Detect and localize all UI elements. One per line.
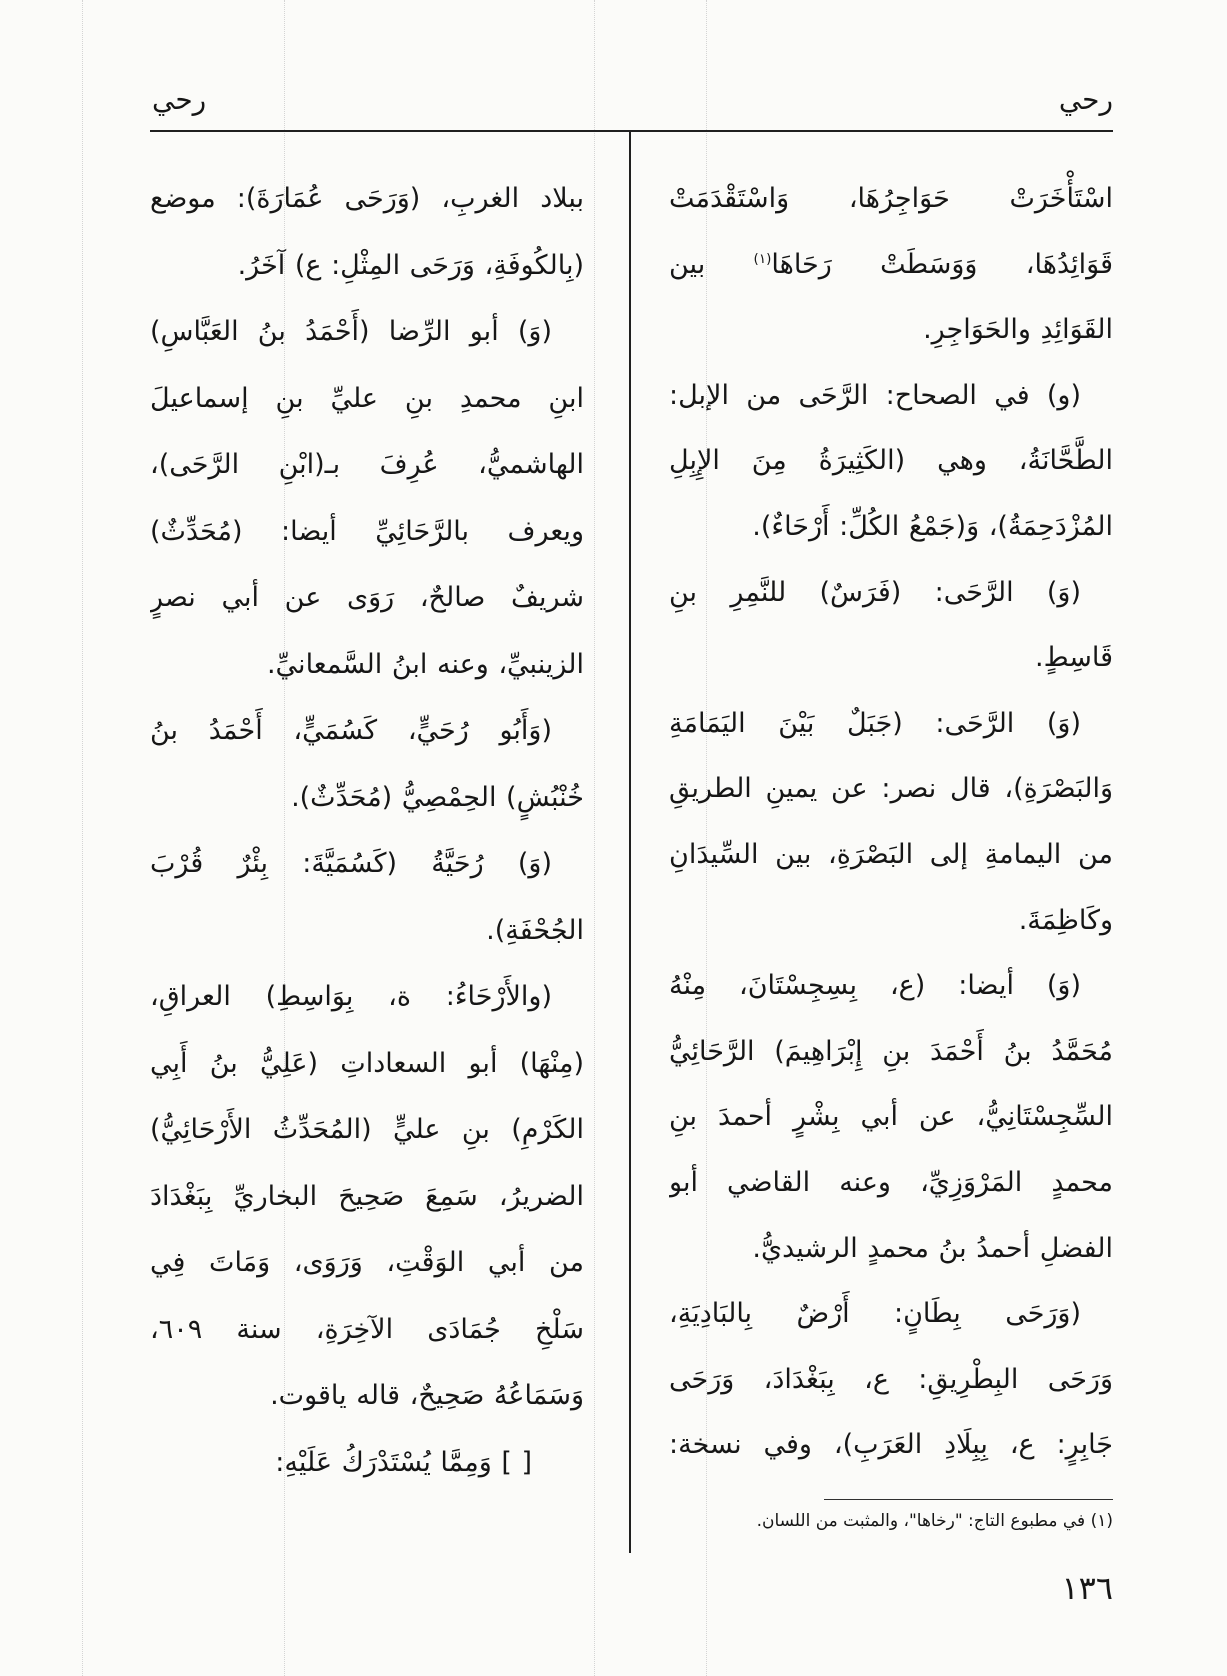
- text-line: الهاشميُّ، عُرِفَ بـ(ابْنِ الرَّحَى)،: [150, 449, 584, 480]
- left-text-column: [150, 166, 584, 1496]
- scan-dotted-line: [594, 0, 595, 1676]
- scan-dotted-line: [82, 0, 83, 1676]
- text-line: [ ] وَمِمَّا يُسْتَدْرَكُ عَلَيْهِ:: [275, 1446, 532, 1478]
- text-line: قَاسِطٍ.: [1035, 642, 1113, 674]
- text-line: ببلاد الغربِ، (وَرَحَى عُمَارَةَ): موضع: [150, 183, 584, 214]
- text-line: الجُحْفَةِ).: [486, 914, 584, 946]
- header-rule: [150, 130, 1113, 132]
- text-line: (بِالكُوفَةِ، وَرَحَى المِثْلِ: ع) آخَرُ.: [237, 249, 584, 281]
- text-line: خُنْبُشٍ) الحِمْصِيُّ (مُحَدِّثٌ).: [291, 781, 584, 813]
- text-line: القَوَائِدِ والحَوَاجِرِ.: [923, 314, 1113, 346]
- text-line: (وَ) الرَّحَى: (جَبَلٌ بَيْنَ اليَمَامَةِ: [669, 707, 1081, 739]
- text-line: (وَرَحَى بِطَانٍ: أَرْضٌ بِالبَادِيَةِ،: [669, 1298, 1081, 1330]
- text-line: الكَرْمِ) بنِ عليٍّ (المُحَدِّثُ الأَرْحَائِيُّ): [150, 1114, 584, 1145]
- text-line: شريفٌ صالحٌ، رَوَى عن أبي نصرٍ: [150, 582, 584, 613]
- text-line: [669, 232, 1113, 298]
- text-line: السِّجِسْتَانِيُّ، عن أبي بِشْرٍ أحمدَ بنِ: [669, 1101, 1113, 1133]
- text-segment: قَوَائِدُهَا، وَوَسَطَتْ رَحَاهَا: [771, 248, 1113, 280]
- text-line: اسْتَأْخَرَتْ حَوَاجِرُهَا، وَاسْتَقْدَمَتْ: [669, 183, 1113, 214]
- page-number: ١٣٦: [1061, 1569, 1113, 1607]
- text-line: محمدٍ المَرْوَزِيِّ، وعنه القاضي أبو: [669, 1166, 1113, 1198]
- text-line: من أبي الوَقْتِ، وَرَوَى، وَمَاتَ فِي: [150, 1247, 584, 1278]
- text-line: وكَاظِمَةَ.: [1018, 904, 1113, 936]
- text-line: (و) في الصحاح: الرَّحَى من الإبل:: [669, 379, 1081, 411]
- column-divider: [629, 131, 631, 1553]
- text-line: الضريرُ، سَمِعَ صَحِيحَ البخاريِّ بِبَغْدَادَ: [150, 1180, 584, 1212]
- text-line: (مِنْهَا) أبو السعاداتِ (عَلِيُّ بنُ أَبِي: [150, 1047, 584, 1079]
- text-line: المُزْدَحِمَةُ)، وَ(جَمْعُ الكُلِّ: أَرْحَاءٌ).: [752, 510, 1113, 542]
- text-line: وَرَحَى البِطْرِيقِ: ع، بِبَغْدَادَ، وَرَحَى: [669, 1363, 1113, 1395]
- right-text-column: [669, 166, 1113, 1478]
- text-line: الزينبيِّ، وعنه ابنُ السَّمعانيِّ.: [266, 648, 584, 680]
- text-line: وَالبَصْرَةِ)، قال نصر: عن يمينِ الطريقِ: [669, 773, 1113, 805]
- text-line: ابنِ محمدِ بنِ عليِّ بنِ إسماعيلَ: [150, 382, 584, 414]
- text-line: الفضلِ أحمدُ بنُ محمدٍ الرشيديُّ.: [752, 1232, 1113, 1264]
- text-line: (والأَرْحَاءُ: ة، بِوَاسِطِ) العراقِ،: [150, 981, 552, 1012]
- running-header-right: رحي: [1058, 83, 1113, 116]
- text-line: ويعرف بالرَّحَائِيِّ أيضا: (مُحَدِّثٌ): [150, 515, 584, 547]
- running-header-left: رحي: [152, 83, 207, 116]
- text-segment: بين: [669, 248, 754, 280]
- text-line: (وَ) رُحَيَّةُ (كَسُمَيَّةَ: بِئْرٌ قُرْبَ: [150, 848, 552, 879]
- text-line: الطَّحَّانَةُ، وهي (الكَثِيرَةُ مِنَ الإِبِلِ: [669, 445, 1113, 477]
- text-line: من اليمامةِ إلى البَصْرَةِ، بين السِّيدَانِ: [669, 838, 1113, 870]
- text-line: سَلْخِ جُمَادَى الآخِرَةِ، سنة ٦٠٩،: [150, 1313, 584, 1345]
- footnote: (١) في مطبوع التاج: "رخاها"، والمثبت من اللسان.: [756, 1511, 1113, 1531]
- text-line: وَسَمَاعُهُ صَحِيحٌ، قاله ياقوت.: [270, 1380, 584, 1411]
- text-line: (وَ) أيضا: (ع، بِسِجِسْتَانَ، مِنْهُ: [669, 970, 1081, 1002]
- text-line: (وَأَبُو رُحَيٍّ، كَسُمَيٍّ، أَحْمَدُ بنُ: [150, 715, 552, 746]
- text-line: مُحَمَّدُ بنُ أَحْمَدَ بنِ إِبْرَاهِيمَ) الرَّحَائِيُّ: [669, 1035, 1113, 1067]
- text-line: (وَ) الرَّحَى: (فَرَسٌ) للنَّمِرِ بنِ: [669, 576, 1081, 608]
- footnote-rule: [824, 1499, 1113, 1500]
- text-line: (وَ) أبو الرِّضا (أَحْمَدُ بنُ العَبَّاسِ): [150, 316, 552, 347]
- text-line: جَابِرٍ: ع، بِبِلَادِ العَرَبِ)، وفي نسخة:: [669, 1429, 1113, 1461]
- footnote-marker: (١): [753, 250, 772, 267]
